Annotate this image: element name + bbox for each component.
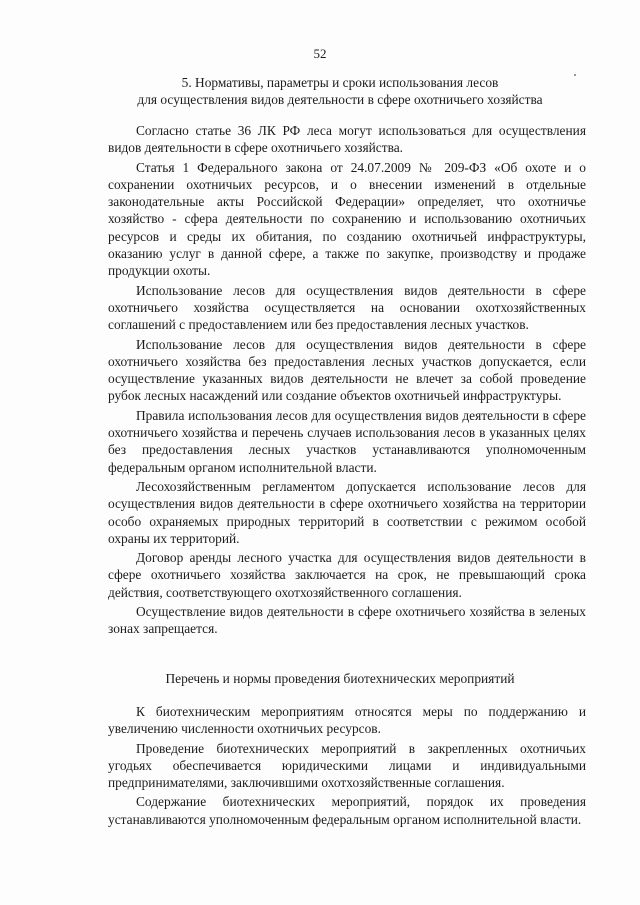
subsection-body: [108, 703, 586, 830]
paragraph: Правила использования лесов для осуществления видов деятельности в сфере охотничьего хозяйства и перечень случаев использования лесов в указанных целях без предоставления лесных участков устанавливаются уполномоченным федеральным органом исполнительной власти.: [108, 407, 586, 475]
paragraph: Содержание биотехнических мероприятий, порядок их проведения устанавливаются уполномоченным федеральным органом исполнительной власти.: [108, 794, 586, 827]
paragraph: Проведение биотехнических мероприятий в закрепленных охотничьих угодьях обеспечивается юридическими лицами и индивидуальными предпринимателями, заключившими охотхозяйственные соглашения.: [108, 740, 586, 791]
section-title-line-1: 5. Нормативы, параметры и сроки использования лесов: [181, 75, 499, 90]
paragraph: Статья 1 Федерального закона от 24.07.2009 № 209-ФЗ «Об охоте и о сохранении охотничьих ресурсов, и о внесении изменений в отдельные законодательные акты Российской Федерации» определяет, что охотничье хозяйство - сфера деятельности по сохранению и использованию охотничьих ресурсов и среды их обитания, по созданию охотничьей инфраструктуры, оказанию услуг в данной сфере, а также по закупке, производству и продаже продукции охоты.: [108, 159, 586, 279]
paragraph: Осуществление видов деятельности в сфере охотничьего хозяйства в зеленых зонах запрещается.: [108, 604, 586, 637]
section-title: [90, 74, 590, 109]
section-body: [108, 122, 586, 640]
paragraph: К биотехническим мероприятиям относятся меры по поддержанию и увеличению численности охотничьих ресурсов.: [108, 704, 586, 737]
page-number: 52: [313, 46, 327, 61]
paragraph: Использование лесов для осуществления видов деятельности в сфере охотничьего хозяйства без предоставления лесных участков допускается, если осуществление указанных видов деятельности не влечет за собой проведение рубок лесных насаждений или создание объектов охотничьей инфраструктуры.: [108, 336, 586, 404]
subsection-title-text: Перечень и нормы проведения биотехнических мероприятий: [165, 671, 515, 686]
subsection-title: [90, 670, 590, 687]
section-title-line-2: для осуществления видов деятельности в сфере охотничьего хозяйства: [137, 92, 543, 108]
paragraph: Использование лесов для осуществления видов деятельности в сфере охотничьего хозяйства осуществляется на основании охотхозяйственных соглашений с предоставлением или без предоставления лесных участков.: [108, 282, 586, 333]
paragraph: Лесохозяйственным регламентом допускается использование лесов для осуществления видов деятельности в сфере охотничьего хозяйства на территории особо охраняемых природных территорий в соответствии с режимом особой охраны их территорий.: [108, 478, 586, 546]
paragraph: Договор аренды лесного участка для осуществления видов деятельности в сфере охотничьего хозяйства заключается на срок, не превышающий срока действия, соответствующего охотхозяйственного соглашения.: [108, 550, 586, 600]
paragraph: Согласно статье 36 ЛК РФ леса могут использоваться для осуществления видов деятельности в сфере охотничьего хозяйства.: [108, 123, 586, 156]
